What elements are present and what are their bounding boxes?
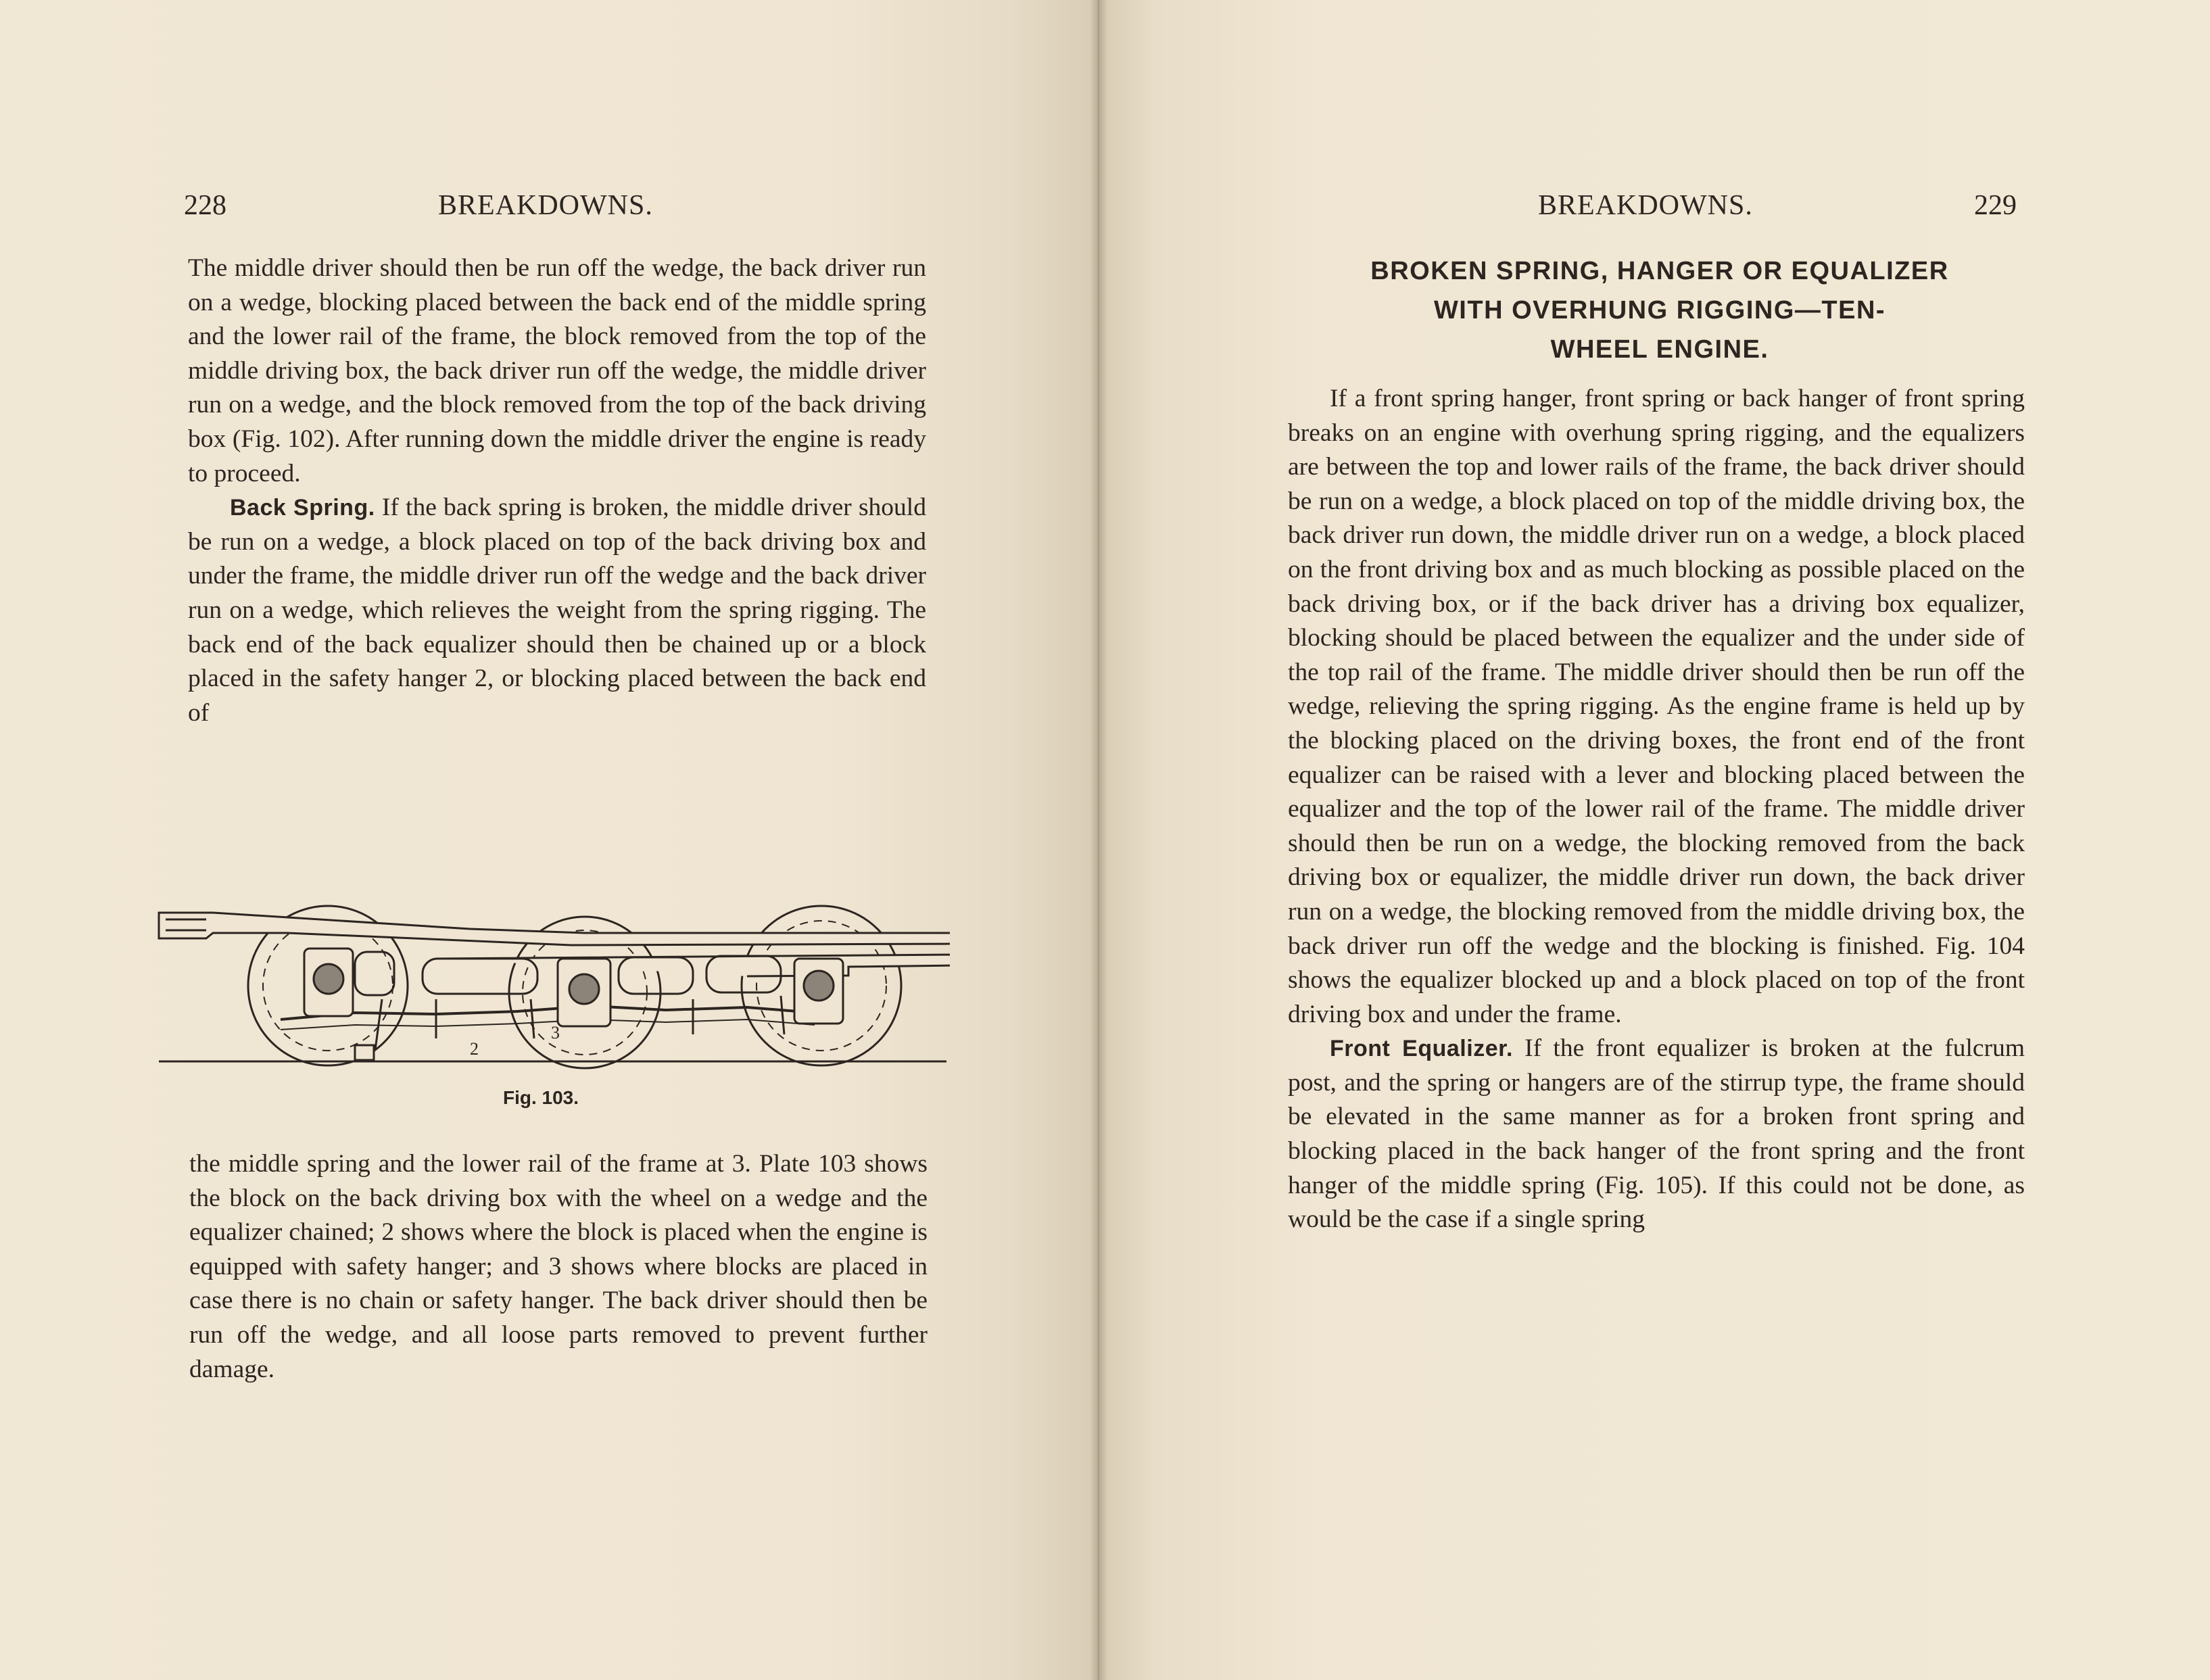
right-paragraph-front-equalizer — [1288, 1032, 2025, 1237]
right-page-number: 229 — [1974, 190, 2017, 221]
fig-103-diagram — [152, 857, 950, 1077]
book-gutter — [1090, 0, 1107, 1680]
safety-hanger-block — [355, 1045, 374, 1060]
frame-top-rail — [159, 913, 950, 945]
back-spring-label: Back Spring. — [230, 495, 375, 521]
front-equalizer-text: If the front equalizer is broken at the fulcrum post, and the spring or hangers are of the stirrup type, the frame should be elevated in the same manner as for a broken front spring and blocking placed in the back hanger of the front spring and the front hanger of the middle spring (Fig. 105). If this could not be done, as would be the case if a single spring — [1288, 1034, 2025, 1234]
fig-103-caption: Fig. 103. — [502, 1087, 579, 1108]
left-page-number: 228 — [184, 190, 226, 221]
left-text-top — [188, 251, 926, 730]
left-text-bottom — [189, 1147, 928, 1387]
left-paragraph-back-spring — [188, 491, 926, 730]
heading-line-3: WHEEL ENGINE. — [1550, 335, 1769, 364]
right-paragraph-1: If a front spring hanger, front spring or back hanger of front spring breaks on an engine with overhung spring rigging, and the equalizers are between the top and lower rails of the frame, the back driver should be run on a wedge, a block placed on top of the middle driving box, the back driver run down, the middle driver run on a wedge, a block placed on the front driving box and as much blocking as possible placed on the back driving box, or if the back driver has a driving box equalizer, blocking should be placed between the equalizer and the under side of the top rail of the frame. The middle driver should then be run off the wedge, relieving the spring rigging. As the engine frame is held up by the blocking placed on the driving boxes, the front end of the front equalizer can be raised with a lever and blocking placed between the equalizer and the top of the lower rail of the frame. The middle driver should then be run on a wedge, the blocking removed from the back driving box or equalizer, the middle driver run down, the back driver run on a wedge, the blocking removed from the middle driving box, the back driver run off the wedge and the blocking is finished. Fig. 104 shows the equalizer blocked up and a block placed on top of the front driving box and under the frame. — [1288, 385, 2025, 1028]
front-equalizer-label: Front Equalizer. — [1330, 1036, 1513, 1062]
left-paragraph-1: The middle driver should then be run off the wedge, the back driver run on a wedge, blocking placed between the back end of the middle spring and the lower rail of the frame, the block removed from the top of the middle driving box, the back driver run off the wedge, the middle driver run on a wedge, and the block removed from the top of the back driving box (Fig. 102). After running down the middle driver the engine is ready to proceed. — [188, 254, 926, 487]
right-running-header: BREAKDOWNS. — [1538, 190, 1753, 221]
section-heading — [1288, 251, 2032, 369]
left-paragraph-3: the middle spring and the lower rail of the frame at 3. Plate 103 shows the block on the back driving box with the wheel on a wedge and the equalizer chained; 2 shows where the block is placed when the engine is equipped with safety hanger; and 3 shows where blocks are placed in case there is no chain or safety hanger. The back driver should then be run off the wedge, and all loose parts removed to prevent further damage. — [189, 1150, 928, 1383]
middle-spring — [423, 959, 537, 994]
equalizer-rigging — [281, 1006, 815, 1019]
heading-line-2: WITH OVERHUNG RIGGING—TEN- — [1433, 296, 1886, 325]
fig-label-3: 3 — [551, 1023, 560, 1042]
right-text — [1288, 382, 2025, 1237]
fig-label-2: 2 — [470, 1039, 479, 1059]
left-running-header: BREAKDOWNS. — [438, 190, 653, 221]
heading-line-1: BROKEN SPRING, HANGER OR EQUALIZER — [1370, 257, 1949, 285]
back-spring-text: If the back spring is broken, the middle driver should be run on a wedge, a block placed on top of the back driving box and under the frame, the middle driver run off the wedge and the back driver run on a wedge, which relieves the weight from the spring rigging. The back end of the back equalizer should then be chained up or a block placed in the safety hanger 2, or blocking placed between the back end of — [188, 494, 926, 727]
